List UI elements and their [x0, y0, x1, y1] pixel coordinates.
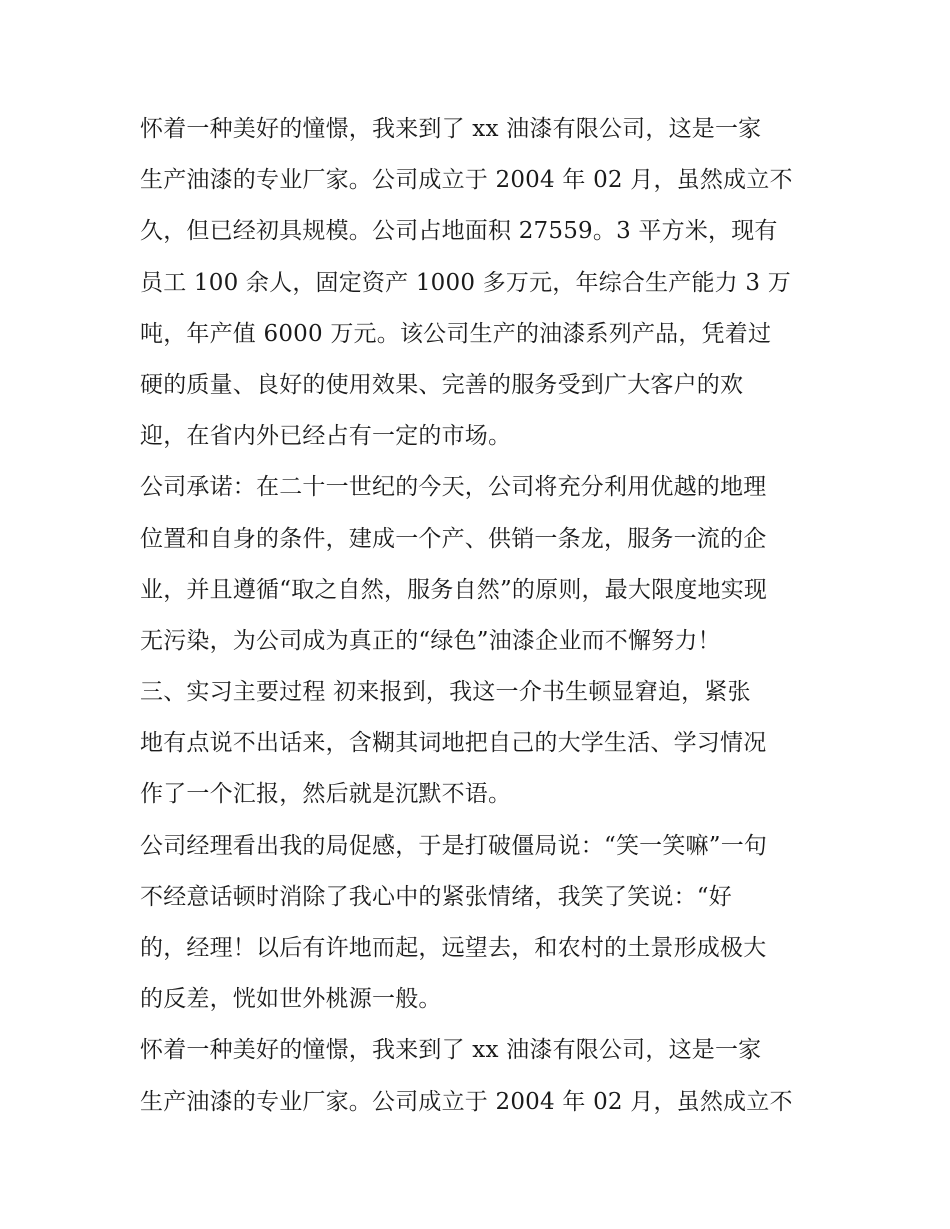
text-line: 硬的质量、良好的使用效果、完善的服务受到广大客户的欢 — [140, 371, 744, 398]
paragraph-company-commitment — [140, 462, 820, 667]
paragraph-company-intro-repeat — [140, 1025, 820, 1127]
paragraph-manager-encounter — [140, 821, 820, 1026]
text-line: 员工 100 余人，固定资产 1000 多万元，年综合生产能力 3 万 — [140, 269, 791, 296]
text-line: 生产油漆的专业厂家。公司成立于 2004 年 02 月，虽然成立不 — [140, 167, 793, 194]
paragraph-internship-process — [140, 667, 820, 821]
text-line: 公司经理看出我的局促感，于是打破僵局说：“笑一笑嘛”一句 — [140, 832, 768, 859]
text-line: 的反差，恍如世外桃源一般。 — [140, 986, 442, 1013]
text-line: 业，并且遵循“取之自然，服务自然”的原则，最大限度地实现 — [140, 576, 768, 603]
text-line: 迎，在省内外已经占有一定的市场。 — [140, 423, 512, 450]
text-line: 久，但已经初具规模。公司占地面积 27559。3 平方米，现有 — [140, 218, 778, 245]
text-line: 的，经理！以后有许地而起，远望去，和农村的土景形成极大 — [140, 935, 767, 961]
text-line: 三、实习主要过程 初来报到，我这一介书生顿显窘迫，紧张 — [140, 679, 751, 706]
paragraph-company-intro — [140, 104, 820, 462]
text-line: 地有点说不出话来，含糊其词地把自己的大学生活、学习情况 — [140, 730, 767, 757]
text-line: 位置和自身的条件，建成一个产、供销一条龙，服务一流的企 — [140, 525, 767, 552]
text-line: 怀着一种美好的憧憬，我来到了 xx 油漆有限公司，这是一家 — [140, 1037, 762, 1064]
text-line: 作了一个汇报，然后就是沉默不语。 — [140, 781, 512, 808]
text-line: 公司承诺：在二十一世纪的今天，公司将充分利用优越的地理 — [140, 474, 767, 501]
text-line: 吨，年产值 6000 万元。该公司生产的油漆系列产品，凭着过 — [140, 320, 772, 347]
text-line: 怀着一种美好的憧憬，我来到了 xx 油漆有限公司，这是一家 — [140, 116, 762, 142]
text-line: 生产油漆的专业厂家。公司成立于 2004 年 02 月，虽然成立不 — [140, 1088, 793, 1115]
text-line: 无污染，为公司成为真正的“绿色”油漆企业而不懈努力！ — [140, 627, 721, 654]
text-line: 不经意话顿时消除了我心中的紧张情绪，我笑了笑说：“好 — [140, 883, 732, 910]
document-body — [140, 104, 820, 1128]
